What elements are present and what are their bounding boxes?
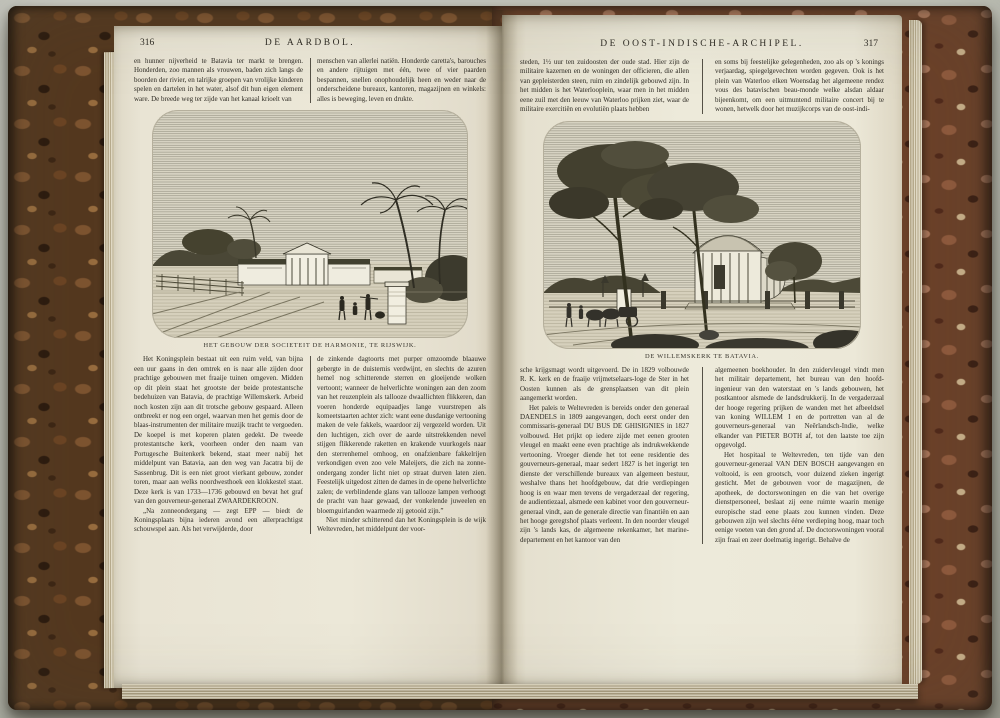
paragraph: Het hospitaal te Weltevreden, ten tijde van den gouverneur-generaal VAN DEN BOSCH aangevangen en voltooid, is een grootsch, voor duizend zieken ingerigt gesticht. Met de gebouwen voor de magazijnen, de apotheek, de doctorswoningen en die van het overige dienstpersoneel, beslaat zij eene ruimte waarin menige europische stad eene plaats zou kunnen vinden. Deze gebouwen zijn wel slechts ééne verdieping hoog, maar toch eenige voeten van den grond af. De doctorswoningen vooral zijn fraai en zeer doelmatig ingerigt. Behalve de [715,450,884,544]
left-col1-bottom [134,355,303,535]
left-col2-top [317,57,486,104]
paragraph: Het paleis te Weltevreden is bereids onder den generaal DAENDELS in 1809 aangevangen, doch eerst onder den commissaris-generaal DU BUS DE GHISIGNIES in 1827 volbouwd. Het prijkt op iedere zijde met eenen grooten vleugel en maakt eene even prachtige als indrukwekkende vertooning. Vroeger diende het tot eene residentie des gouverneurs-generaal, maar sedert 1827 is het ingerigt ten dienste der verschillende bureaux van algemeen bestuur, weshalve thans het hoofdgebouw, dat drie verdiepingen hoog is en waar men tevens de vergaderzaal der regering, de audientiezaal, alsmede een kabinet voor den gouverneur-generaal vindt, aan de generale directie van finantiën en aan het hooge geregtshof plaats verleent. In den noorder vleugel zijn 's lands kas, de algemeene rekenkamer, het marine-departement en het kantoor van den [520,403,689,544]
paragraph: „Na zonneondergang — zegt EPP — biedt de Koningsplaats bijna iederen avond een allerprachtigst schouwspel aan. Als het verwijderde, door [134,506,303,534]
left-page [114,26,502,688]
paragraph: sche krijgsmagt wordt uitgevoerd. De in 1829 volbouwde R. K. kerk en de fraaije vrijmetselaars-loge de Ster in het Oosten kunnen als de grensplaatsen van dit plein aangemerkt worden. [520,365,689,403]
willemskerk-caption: DE WILLEMSKERK TE BATAVIA. [645,352,759,360]
paragraph: algemeenen boekhouder. In den zuidervleugel vindt men het militair departement, het bureau van den hoofd-ingenieur van den waterstaat en 's lands gebouwen, het postkantoor alsmede de landsdrukkerij. In de vergaderzaal der hooge regering prijken de wanden met het afbeeldsel van koning WILLEM I en de portretten van al de gouverneurs-generaal van Neêrlandsch-Indie, welke elkander van PIETER BOTH af, tot den laatste toe zijn opgevolgd. [715,365,884,450]
harmonie-caption: HET GEBOUW DER SOCIETEIT DE HARMONIE, TE RIJSWIJK. [203,342,417,350]
right-col1-bottom [520,366,689,546]
left-col2-bottom [317,355,486,535]
left-page-header [134,36,486,52]
paragraph: steden, 1½ uur ten zuidoosten der oude stad. Hier zijn de militaire kazernen en de woningen der officieren, die allen van gepleisterden steen, ruim en zindelijk gebouwd zijn. In het midden is het Waterlooplein, waar men in het midden eene zuil met den leeuw van Waterloo prijken ziet, waar de militaire exercitiën en evolutiën plaats hebben [520,58,689,114]
bottom-page-edge-stack [122,684,918,699]
left-page-number: 316 [140,38,155,48]
paragraph: menschen van allerlei natiën. Honderde caretta's, barouches en andere rijtuigen met één, twee of vier paarden bespannen, snellen onophoudelijk heen en weder naar de onderscheidene bureaux, kantoren, magazijnen en winkels: alles is beweging, leven en drukte. [317,57,486,103]
paragraph: Het Koningsplein bestaat uit een ruim veld, van bijna een uur gaans in den omtrek en is naar alle zijden door prachtige gebouwen met fraaije tuinen omgeven. Midden op dit plein staat het grootste der beide protestantsche bedehuizen van Batavia, de prachtige Willemskerk. Arbeid noch kosten zijn aan dit trotsche gebouw gespaard. Alleen ontbreekt er nog een orgel, waarvan men het gemis door de blaas-instrumenten der militaire muzijk tracht te vergoeden. De koepel is met koperen platen gedekt. De tweede protestantsche kerk, voorheen onder den naam van Portugesche Buitenkerk bekend, staat meer nabij het middelpunt van Batavia, aan den weg van Jacatra bij de Sassenbrug. Dit is een niet groot vierkant gebouw, zonder toren, maar aan welks noordwesthoek een klokkestel staat. Deze kerk is van 1733—1736 gebouwd en bevat het graf van den gouverneur-generaal ZWAARDEKROON. [134,355,303,506]
willemskerk-figure [520,121,884,360]
left-bottom-columns [134,355,486,535]
column-rule [702,367,703,545]
harmonie-engraving [152,110,468,338]
left-col1-top [134,57,303,104]
left-running-title: DE AARDBOL. [264,38,356,48]
right-page-number: 317 [863,39,878,49]
paragraph: Niet minder schitterend dan het Koningsplein is de wijk Weltevreden, het middelpunt der voor- [317,515,486,534]
column-rule [310,356,311,534]
paragraph: en hunner nijverheid te Batavia ter markt te brengen. Honderden, zoo mannen als vrouwen, baden zich langs de boorden der rivier, en talrijke groepen van vrolijke kinderen spelen en dartelen in het water, alsof dit hun eigen element ware. De breede weg ter zijde van het kanaal krioelt van [134,57,303,103]
column-rule [310,58,311,103]
right-fore-edge [909,20,922,684]
right-running-title: DE OOST-INDISCHE-ARCHIPEL. [600,39,804,49]
paragraph: en soms bij feestelijke gelegenheden, zoo als op 's konings verjaardag, spiegelgevechten worden gegeven. Ook is het plein van Waterloo elken Woensdag het algemeene rendez vous des batavischen beau-monde welke alsdan aldaar bijeenkomt, om een uitmuntend militaire concert bij te wonen, hetwelk door het muzijkcorps van de oost-indi- [715,58,884,114]
column-rule [702,59,703,114]
right-page [502,15,902,688]
right-col1-top [520,58,689,115]
right-page-header [520,37,884,53]
paragraph: de zinkende dagtoorts met purper omzoomde blaauwe gebergte in de duisternis verdwijnt, en slechts de azuren hemel nog schitterende sterren en gloeijende wolken vertoont; wanneer de helverlichte woningen aan den zoom van het reuzenplein als tallooze dwaallichten flikkeren, dan voeren honderde equipaadjes lange vuurstrepen als komeetstaarten achter zich: want eene dusdanige vertooning maken de vele fakkels, waardoor zij vergezeld worden. Uit den luchtigen, zich over de aarde uitstrekkenden nevel stijgen flikkerende raketten en krakende vuurkogels naar den sterrenhemel omhoog, en onafzienbare fakkelrijen verkondigen even zoo vele Maleijers, die zich na zonne-ondergang zonder licht niet op straat durven laten zien. Feestelijk uitgedost zitten de dames in de opene helverlichte zalen; de verblindende glans van tallooze lampen verhoogt de pracht van haar gewaad, der vonkelende juweelen en bloemguirlanden waarmede zij getooid zijn.” [317,355,486,515]
left-top-columns [134,57,486,104]
willemskerk-engraving [543,121,861,349]
right-col2-top [715,58,884,115]
right-col2-bottom [715,366,884,546]
harmonie-figure [134,110,486,349]
right-bottom-columns [520,366,884,546]
right-top-columns [520,58,884,115]
